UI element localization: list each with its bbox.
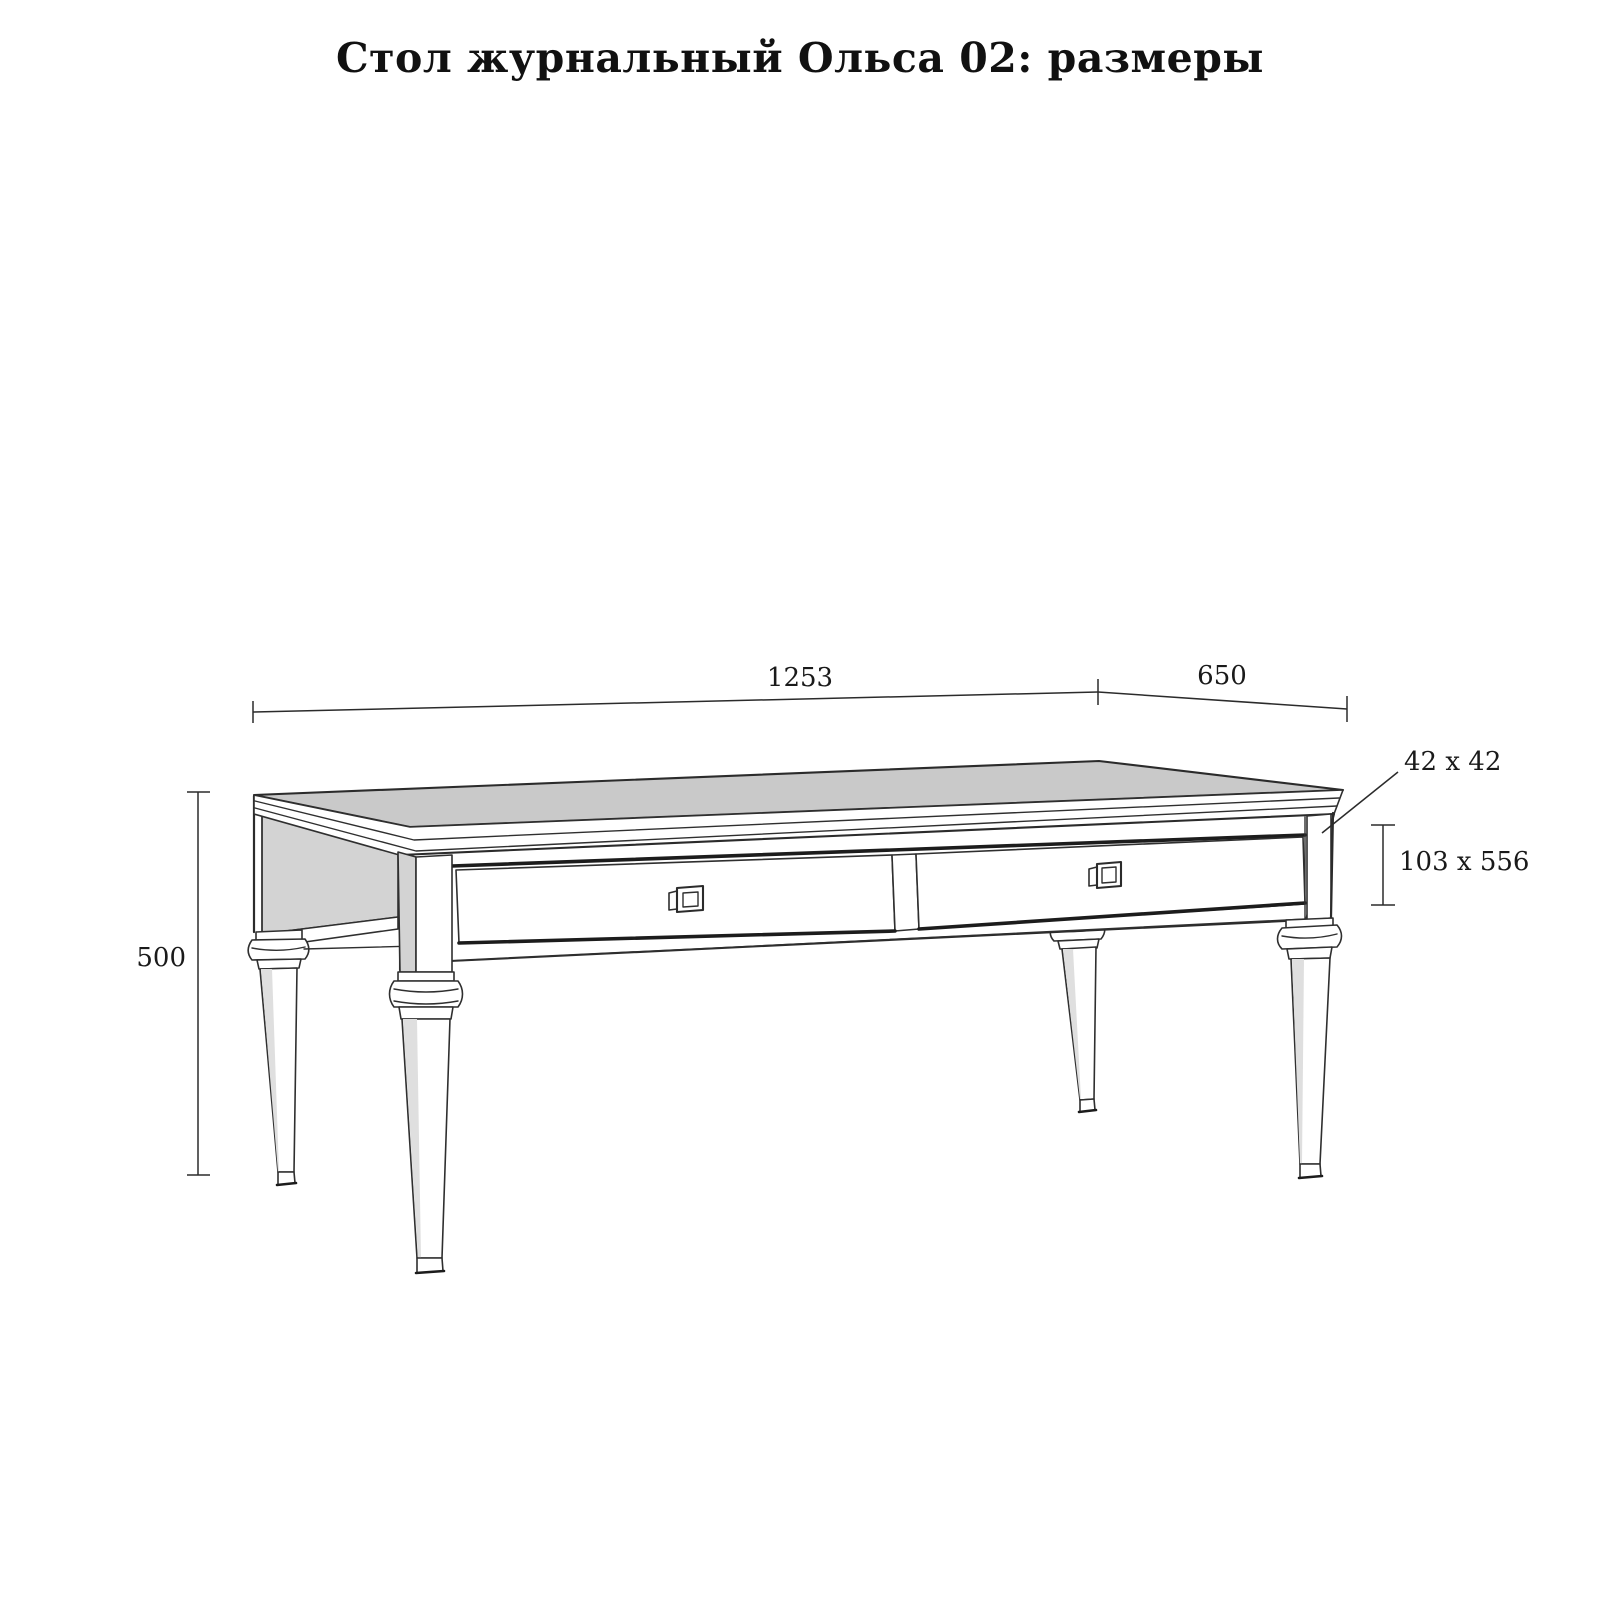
dimension-length-line [253,692,1098,712]
dimension-depth-line [1098,692,1347,709]
handle-left-tab [669,891,677,910]
drawer-divider-stile [892,854,919,931]
handle-left-outer [677,886,703,912]
dimension-depth [1098,661,1347,722]
leg-front-left [390,972,463,1273]
leg-front-right [1278,918,1342,1178]
leg-front-left-bulge [390,981,463,1007]
drawer-niche-label: 103 x 556 [1399,847,1530,877]
dimension-drawer-niche [1371,825,1529,905]
dimension-depth-label: 650 [1197,661,1247,691]
leg-front-left-collar [398,972,454,981]
dimension-height [136,792,210,1175]
leg-front-left-collar2 [399,1007,453,1019]
leg-front-right-collar2 [1287,947,1332,959]
handle-right-outer [1097,862,1121,888]
dimension-length [253,663,1098,723]
post-front-right-face [1307,814,1331,920]
dimension-height-label: 500 [136,943,186,973]
post-front-left-face [416,855,452,972]
post-front-left-shade [398,852,416,972]
leg-section-label: 42 x 42 [1404,747,1502,777]
page-title: Стол журнальный Ольса 02: размеры [335,34,1265,82]
handle-right-tab [1089,867,1097,886]
leg-back-left [248,930,309,1185]
dimension-length-label: 1253 [766,663,834,693]
dimension-leg-section [1322,747,1501,833]
leg-back-right [1050,914,1105,1112]
